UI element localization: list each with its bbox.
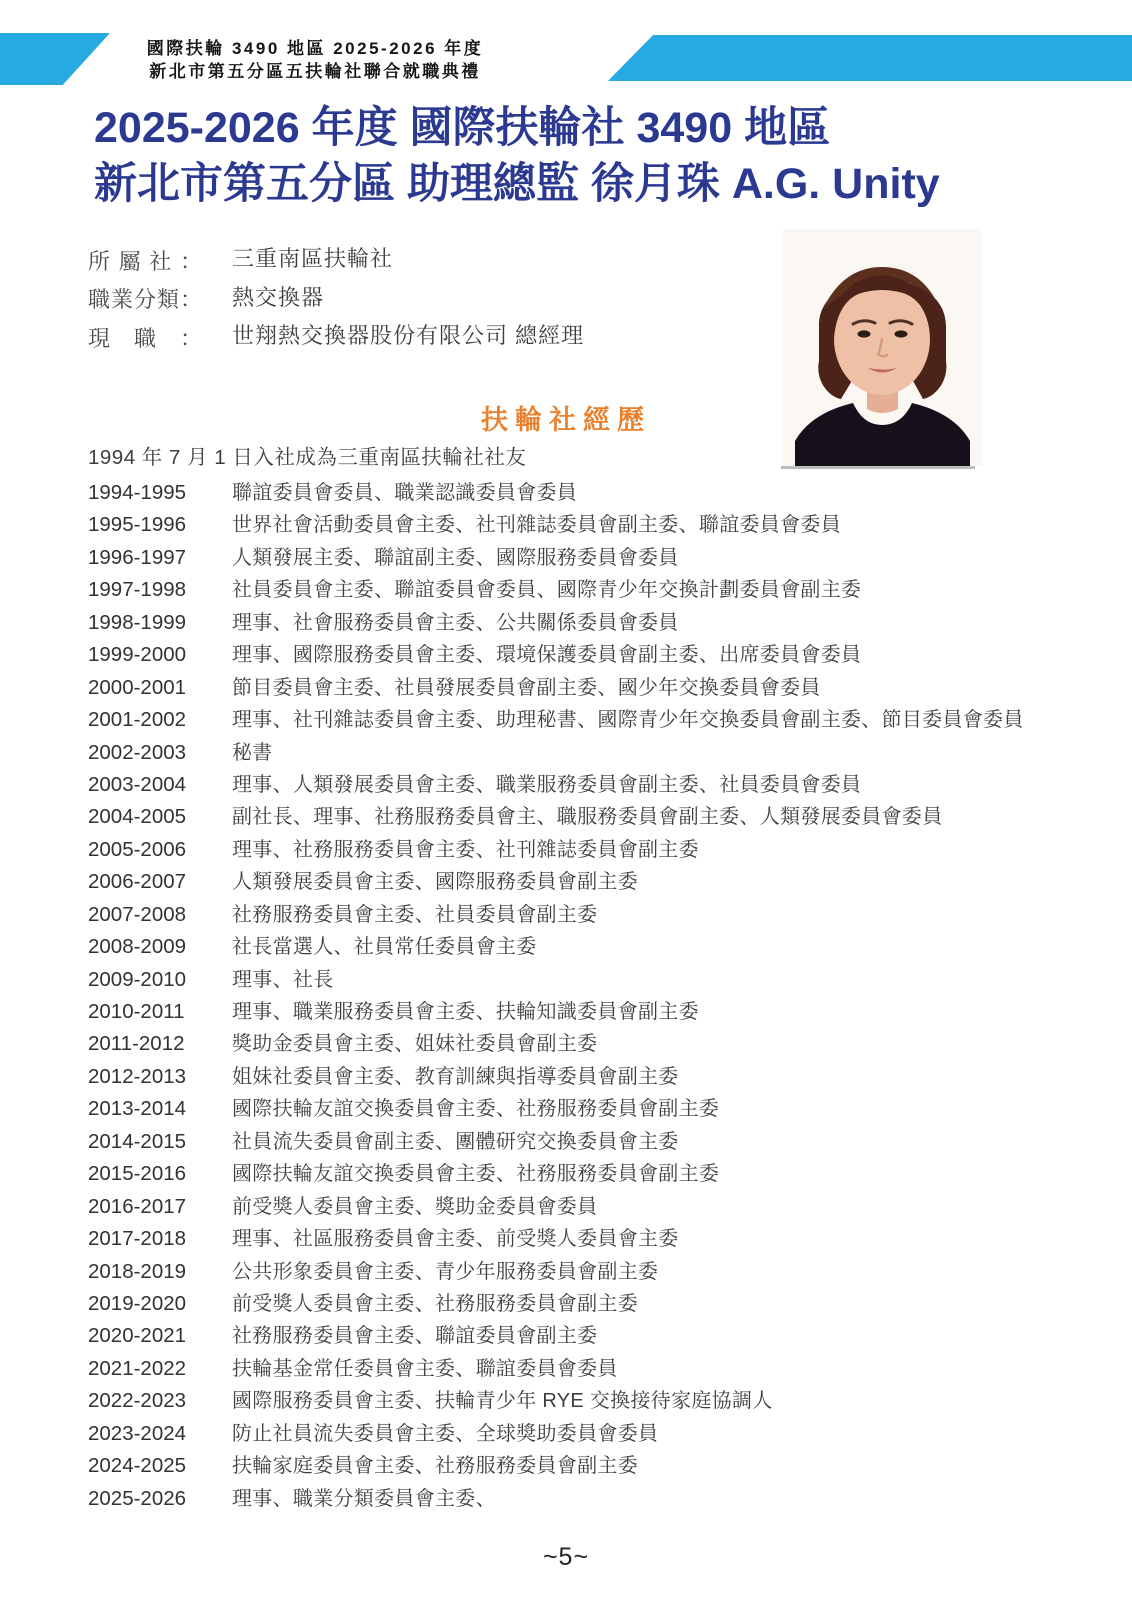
header-left-band-shape [0, 33, 110, 85]
history-year: 2023-2024 [88, 1421, 187, 1445]
history-description: 理事、社務服務委員會主委、社刊雜誌委員會副主委 [232, 838, 699, 861]
history-year: 2025-2026 [88, 1486, 187, 1510]
profile-info [88, 240, 584, 356]
history-row [88, 1483, 1024, 1515]
profile-field-value: 世翔熱交換器股份有限公司 總經理 [232, 323, 585, 348]
history-year: 2006-2007 [88, 870, 187, 894]
event-header-line2: 新北市第五分區五扶輪社聯合就職典禮 [149, 62, 481, 81]
history-year: 2024-2025 [88, 1454, 187, 1478]
history-description: 防止社員流失委員會主委、全球獎助委員會委員 [232, 1422, 659, 1445]
history-description: 秘書 [232, 741, 273, 764]
history-description: 理事、社區服務委員會主委、前受獎人委員會主委 [232, 1228, 679, 1251]
history-description: 獎助金委員會主委、姐妹社委員會副主委 [232, 1033, 598, 1056]
history-row [88, 1288, 1024, 1320]
history-year: 2019-2020 [88, 1291, 187, 1315]
history-year: 2016-2017 [88, 1194, 187, 1218]
history-year: 2004-2005 [88, 805, 187, 829]
history-row [88, 672, 1024, 704]
header-right-band-shape [608, 35, 1132, 81]
history-description: 理事、人類發展委員會主委、職業服務委員會副主委、社員委員會委員 [232, 773, 862, 796]
history-year: 2018-2019 [88, 1259, 187, 1283]
history-description: 社長當選人、社員常任委員會主委 [232, 936, 537, 959]
history-description: 前受獎人委員會主委、獎助金委員會委員 [232, 1195, 598, 1218]
history-year: 2010-2011 [88, 1000, 185, 1023]
history-description: 扶輪家庭委員會主委、社務服務委員會副主委 [232, 1455, 638, 1478]
history-description: 人類發展委員會主委、國際服務委員會副主委 [232, 871, 638, 894]
history-description: 姐妹社委員會主委、教育訓練與指導委員會副主委 [232, 1065, 679, 1088]
history-row [88, 931, 1024, 963]
history-year: 2015-2016 [88, 1162, 187, 1186]
history-row [88, 834, 1024, 866]
history-description: 聯誼委員會委員、職業認識委員會委員 [232, 482, 578, 504]
history-description: 人類發展主委、聯誼副主委、國際服務委員會委員 [232, 546, 679, 569]
history-year: 2012-2013 [88, 1064, 187, 1088]
history-row [88, 1385, 1024, 1417]
history-row [88, 801, 1024, 833]
history-row [88, 1320, 1024, 1352]
page-number: ~5~ [542, 1543, 590, 1571]
history-row [88, 1061, 1024, 1093]
history-year: 2014-2015 [88, 1129, 187, 1153]
profile-field-value: 熱交換器 [232, 284, 325, 310]
history-row [88, 1418, 1024, 1450]
history-row [88, 769, 1024, 801]
history-description: 社務服務委員會主委、聯誼委員會副主委 [232, 1325, 598, 1348]
history-description: 國際扶輪友誼交換委員會主委、社務服務委員會副主委 [232, 1163, 720, 1186]
history-intro: 1994 年 7 月 1 日入社成為三重南區扶輪社社友 [88, 446, 527, 469]
history-year: 1998-1999 [88, 610, 187, 634]
history-description: 世界社會活動委員會主委、社刊雜誌委員會副主委、聯誼委員會委員 [232, 514, 841, 537]
history-description: 理事、職業分類委員會主委、 [232, 1487, 496, 1510]
history-description: 社務服務委員會主委、社員委員會副主委 [232, 903, 598, 926]
history-year: 2013-2014 [88, 1097, 187, 1121]
history-description: 理事、社長 [232, 968, 334, 991]
profile-field-label: 現職： [88, 325, 202, 351]
history-row [88, 639, 1024, 671]
history-year: 1996-1997 [88, 545, 187, 569]
profile-field-row [88, 317, 584, 356]
history-row [88, 866, 1024, 898]
history-row [88, 477, 1024, 509]
history-year: 2022-2023 [88, 1389, 187, 1413]
history-row [88, 1191, 1024, 1223]
history-year: 1995-1996 [88, 513, 187, 537]
history-year: 1997-1998 [88, 578, 187, 602]
history-year: 2020-2021 [88, 1324, 187, 1348]
profile-field-label: 所屬社： [88, 248, 202, 274]
history-description: 理事、社刊雜誌委員會主委、助理秘書、國際青少年交換委員會副主委、節目委員會委員 [232, 709, 1024, 732]
event-header-line1: 國際扶輪 3490 地區 2025-2026 年度 [146, 39, 484, 58]
history-row [88, 899, 1024, 931]
history-year: 2008-2009 [88, 935, 187, 959]
history-row [88, 737, 1024, 769]
history-row [88, 996, 1024, 1028]
history-list [88, 477, 1024, 1515]
history-description: 社員流失委員會副主委、團體研究交換委員會主委 [232, 1130, 679, 1153]
history-year: 2003-2004 [88, 772, 187, 796]
history-year: 2002-2003 [88, 740, 187, 764]
history-row [88, 574, 1024, 606]
history-row [88, 607, 1024, 639]
history-section [88, 444, 1024, 1515]
profile-field-row [88, 240, 584, 279]
history-row [88, 1223, 1024, 1255]
history-description: 前受獎人委員會主委、社務服務委員會副主委 [232, 1292, 638, 1315]
history-description: 理事、社會服務委員會主委、公共關係委員會委員 [232, 611, 679, 634]
page-title [94, 100, 940, 212]
history-description: 副社長、理事、社務服務委員會主、職服務委員會副主委、人類發展委員會委員 [232, 806, 943, 829]
history-year: 2005-2006 [88, 837, 187, 861]
history-row [88, 509, 1024, 541]
history-description: 理事、職業服務委員會主委、扶輪知識委員會副主委 [232, 1001, 699, 1023]
page-title-line2: 新北市第五分區 助理總監 徐月珠 A.G. Unity [94, 160, 940, 208]
history-description: 社員委員會主委、聯誼委員會委員、國際青少年交換計劃委員會副主委 [232, 579, 862, 602]
history-year: 1999-2000 [88, 643, 187, 667]
history-description: 節目委員會主委、社員發展委員會副主委、國少年交換委員會委員 [232, 676, 821, 699]
history-year: 2001-2002 [88, 708, 187, 732]
history-row [88, 1353, 1024, 1385]
profile-field-label: 職業分類： [88, 287, 202, 313]
profile-field-value: 三重南區扶輪社 [232, 246, 394, 271]
history-year: 2007-2008 [88, 902, 187, 926]
history-row [88, 1158, 1024, 1190]
history-row [88, 1256, 1024, 1288]
history-year: 1994-1995 [88, 481, 187, 504]
history-row [88, 704, 1024, 736]
history-row [88, 1450, 1024, 1482]
history-description: 公共形象委員會主委、青少年服務委員會副主委 [232, 1260, 659, 1283]
history-row [88, 1093, 1024, 1125]
profile-field-row [88, 279, 584, 318]
event-header [140, 37, 490, 83]
history-description: 理事、國際服務委員會主委、環境保護委員會副主委、出席委員會委員 [232, 644, 862, 667]
history-year: 2000-2001 [88, 675, 187, 699]
history-year: 2011-2012 [88, 1032, 185, 1056]
history-year: 2021-2022 [88, 1356, 187, 1380]
section-heading: 扶輪社經歷 [481, 405, 651, 435]
history-row [88, 542, 1024, 574]
page-title-line1: 2025-2026 年度 國際扶輪社 3490 地區 [94, 104, 831, 152]
history-year: 2009-2010 [88, 967, 187, 991]
history-row [88, 1126, 1024, 1158]
history-row [88, 964, 1024, 996]
history-description: 國際服務委員會主委、扶輪青少年 RYE 交換接待家庭協調人 [232, 1390, 773, 1413]
history-year: 2017-2018 [88, 1227, 187, 1251]
history-description: 扶輪基金常任委員會主委、聯誼委員會委員 [232, 1357, 618, 1380]
history-row [88, 1028, 1024, 1060]
history-description: 國際扶輪友誼交換委員會主委、社務服務委員會副主委 [232, 1098, 720, 1121]
